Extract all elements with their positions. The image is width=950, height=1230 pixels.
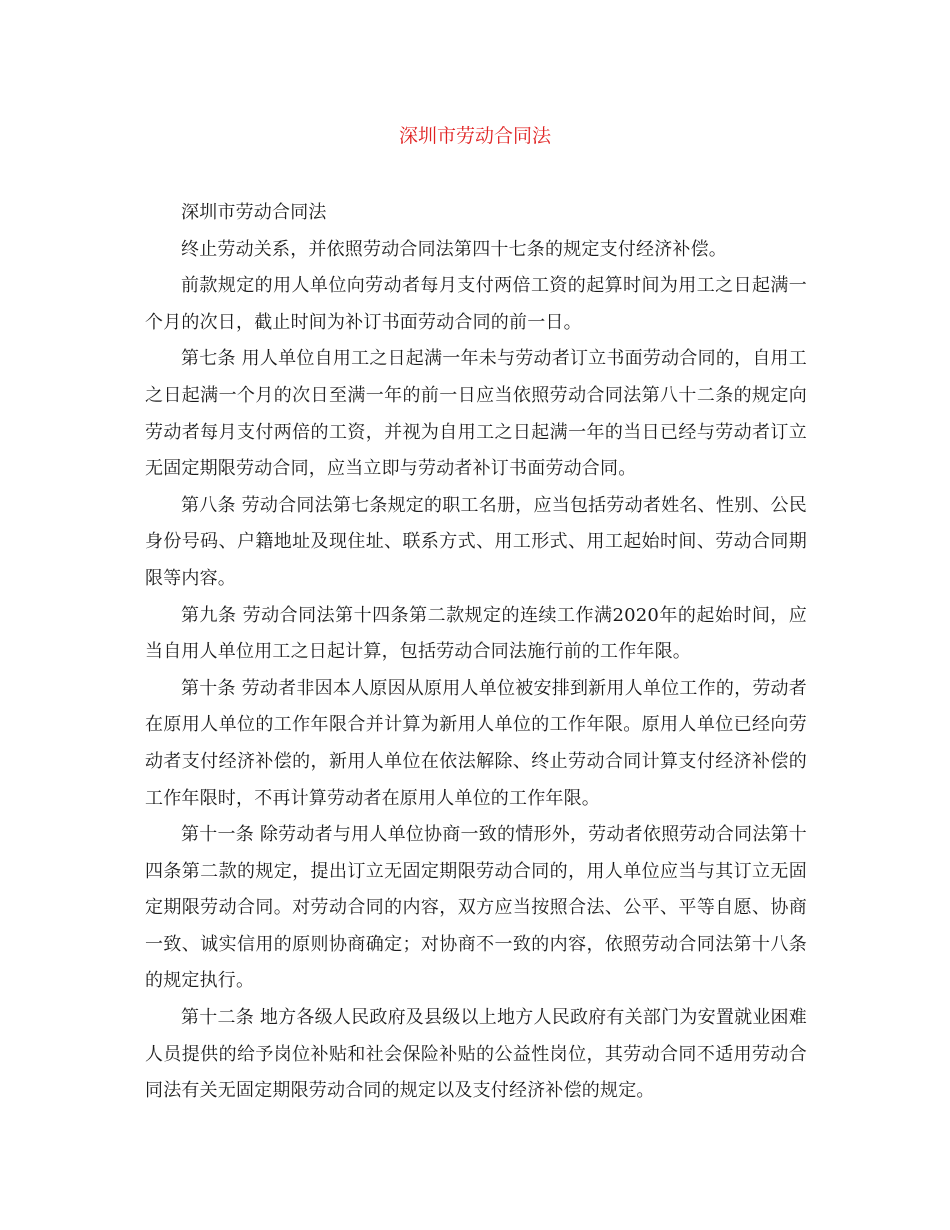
paragraph-article-7: 第七条 用人单位自用工之日起满一年未与劳动者订立书面劳动合同的，自用工之日起满一个月的次日至满一年的前一日应当依照劳动合同法第八十二条的规定向劳动者每月支付两倍的工资，并视为自用工之日起满一年的当日已经与劳动者订立无固定期限劳动合同，应当立即与劳动者补订书面劳动合同。 [145, 348, 807, 480]
paragraph-termination: 终止劳动关系，并依照劳动合同法第四十七条的规定支付经济补偿。 [181, 238, 727, 260]
paragraph-article-8: 第八条 劳动合同法第七条规定的职工名册，应当包括劳动者姓名、性别、公民身份号码、户籍地址及现住址、联系方式、用工形式、用工起始时间、劳动合同期限等内容。 [145, 494, 807, 589]
document-title: 深圳市劳动合同法 [398, 125, 551, 147]
paragraph-double-wage: 前款规定的用人单位向劳动者每月支付两倍工资的起算时间为用工之日起满一个月的次日，截止时间为补订书面劳动合同的前一日。 [145, 275, 807, 333]
paragraph-heading: 深圳市劳动合同法 [181, 202, 327, 223]
document-body [145, 195, 807, 1110]
paragraph-article-10: 第十条 劳动者非因本人原因从原用人单位被安排到新用人单位工作的，劳动者在原用人单位的工作年限合并计算为新用人单位的工作年限。原用人单位已经向劳动者支付经济补偿的，新用人单位在依法解除、终止劳动合同计算支付经济补偿的工作年限时，不再计算劳动者在原用人单位的工作年限。 [145, 677, 807, 809]
paragraph-article-12: 第十二条 地方各级人民政府及县级以上地方人民政府有关部门为安置就业困难人员提供的给予岗位补贴和社会保险补贴的公益性岗位，其劳动合同不适用劳动合同法有关无固定期限劳动合同的规定以及支付经济补偿的规定。 [145, 1007, 807, 1102]
paragraph-article-9: 第九条 劳动合同法第十四条第二款规定的连续工作满2020年的起始时间，应当自用人单位用工之日起计算，包括劳动合同法施行前的工作年限。 [145, 604, 807, 663]
paragraph-article-11: 第十一条 除劳动者与用人单位协商一致的情形外，劳动者依照劳动合同法第十四条第二款的规定，提出订立无固定期限劳动合同的，用人单位应当与其订立无固定期限劳动合同。对劳动合同的内容，双方应当按照合法、公平、平等自愿、协商一致、诚实信用的原则协商确定；对协商不一致的内容，依照劳动合同法第十八条的规定执行。 [145, 824, 807, 992]
